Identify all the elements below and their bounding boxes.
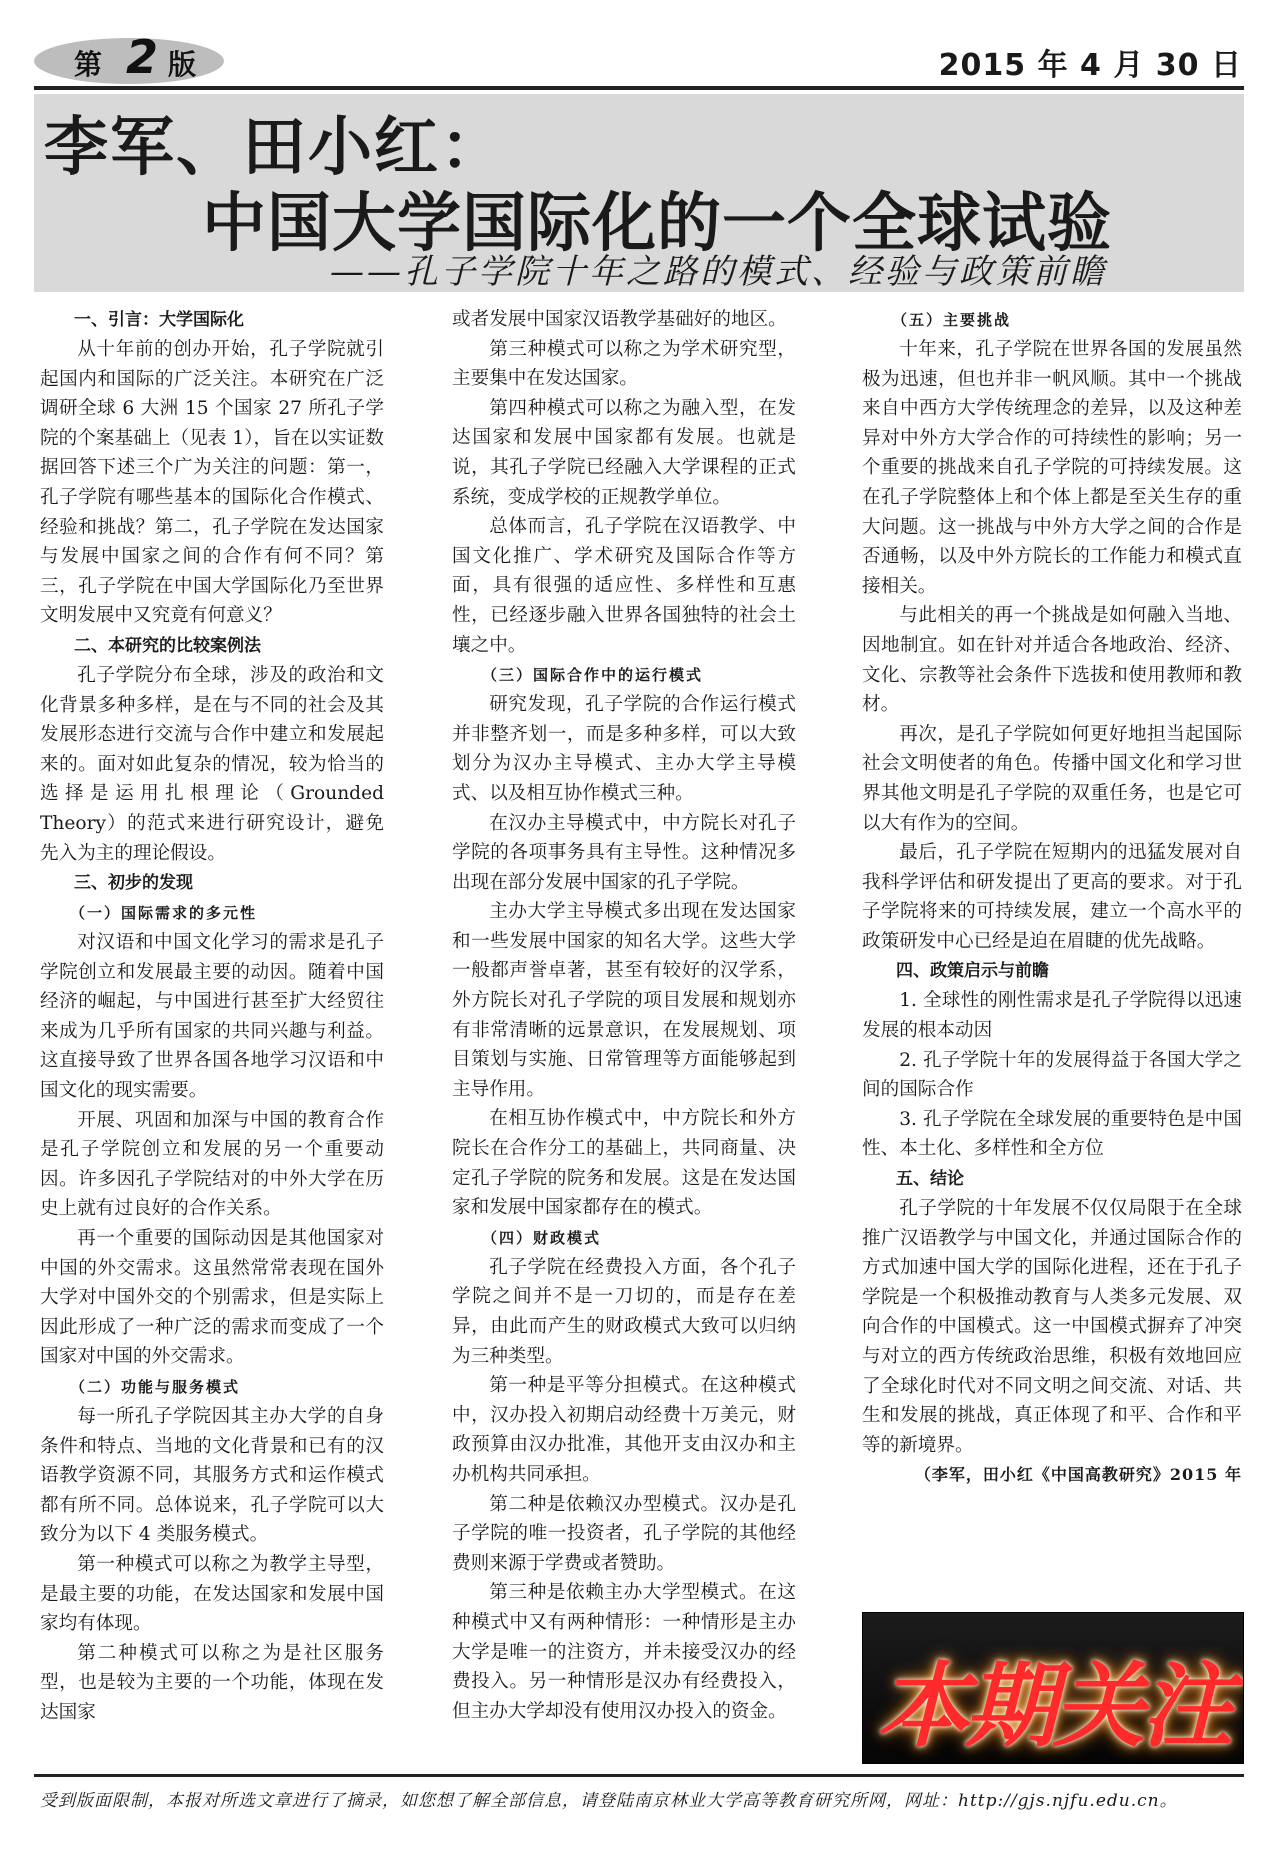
paragraph: 再一个重要的国际动因是其他国家对中国的外交需求。这虽然常常表现在国外大学对中国外交的个别需求，但是实际上因此形成了一种广泛的需求而变成了一个国家对中国的外交需求。 [40, 1228, 384, 1368]
citation: （李军，田小红《中国高教研究》2015 年 [914, 1465, 1242, 1485]
section-heading: 二、本研究的比较案例法 [74, 635, 261, 656]
paragraph: 第二种是依赖汉办型模式。汉办是孔子学院的唯一投资者，孔子学院的其他经费则来源于学费或者赞助。 [452, 1493, 796, 1574]
list-item: 1. 全球性的刚性需求是孔子学院得以迅速发展的根本动因 [862, 990, 1242, 1042]
focus-badge-text: 本期关注 [876, 1653, 1229, 1760]
paragraph: 每一所孔子学院因其主办大学的自身条件和特点、当地的文化背景和已有的汉语教学资源不同，其服务方式和运作模式都有所不同。总体说来，孔子学院可以大致分为以下 4 类服务模式。 [40, 1406, 384, 1546]
paragraph: 第二种模式可以称之为是社区服务型，也是较为主要的一个功能，体现在发达国家 [40, 1642, 384, 1723]
paragraph: 主办大学主导模式多出现在发达国家和一些发展中国家的知名大学。这些大学一般都声誉卓著，甚至有较好的汉学系，外方院长对孔子学院的项目发展和规划亦有非常清晰的远景意识，在发展规划、项目策划与实施、日常管理等方面能够起到主导作用。 [452, 901, 796, 1100]
page-prefix: 第 [74, 48, 103, 81]
list-item: 2. 孔子学院十年的发展得益于各国大学之间的国际合作 [862, 1049, 1242, 1101]
subsection-heading: （二）功能与服务模式 [70, 1378, 241, 1396]
list-item: 3. 孔子学院在全球发展的重要特色是中国性、本土化、多样性和全方位 [862, 1108, 1242, 1160]
paragraph: 第四种模式可以称之为融入型，在发达国家和发展中国家都有发展。也就是说，其孔子学院已经融入大学课程的正式系统，变成学校的正规教学单位。 [452, 397, 796, 508]
paragraph: 对汉语和中国文化学习的需求是孔子学院创立和发展最主要的动因。随着中国经济的崛起，与中国进行甚至扩大经贸往来成为几乎所有国家的共同兴趣与利益。这直接导致了世界各国各地学习汉语和中国文化的现实需要。 [40, 932, 384, 1102]
column-2 [452, 305, 796, 1726]
paragraph: 在汉办主导模式中，中方院长对孔子学院的各项事务具有主导性。这种情况多出现在部分发展中国家的孔子学院。 [452, 812, 796, 893]
issue-date: 2015 年 4 月 30 日 [938, 48, 1242, 83]
paragraph: 最后，孔子学院在短期内的迅猛发展对自我科学评估和研发提出了更高的要求。对于孔子学院将来的可持续发展，建立一个高水平的政策研发中心已经是迫在眉睫的优先战略。 [862, 842, 1242, 952]
title-banner [34, 94, 1244, 292]
page-number-badge [34, 30, 224, 84]
paragraph: 与此相关的再一个挑战是如何融入当地、因地制宜。如在针对并适合各地政治、经济、文化、宗教等社会条件下选拔和使用教师和教材。 [862, 605, 1242, 716]
paragraph: 或者发展中国家汉语教学基础好的地区。 [452, 309, 787, 330]
focus-badge [862, 1612, 1244, 1764]
paragraph: 总体而言，孔子学院在汉语教学、中国文化推广、学术研究及国际合作等方面，具有很强的适应性、多样性和互惠性，已经逐步融入世界各国独特的社会土壤之中。 [452, 516, 796, 656]
paragraph: 孔子学院的十年发展不仅仅局限于在全球推广汉语教学与中国文化，并通过国际合作的方式加速中国大学的国际化进程，还在于孔子学院是一个积极推动教育与人类多元发展、双向合作的中国模式。这一中国模式摒弃了冲突与对立的西方传统政治思维，积极有效地回应了全球化时代对不同文明之间交流、对话、共生和发展的挑战，真正体现了和平、合作和平等的新境界。 [862, 1198, 1242, 1456]
paragraph: 研究发现，孔子学院的合作运行模式并非整齐划一，而是多种多样，可以大致划分为汉办主导模式、主办大学主导模式、以及相互协作模式三种。 [452, 694, 796, 804]
paragraph: 开展、巩固和加深与中国的教育合作是孔子学院创立和发展的另一个重要动因。许多因孔子学院结对的中外大学在历史上就有过良好的合作关系。 [40, 1109, 384, 1220]
paragraph: 孔子学院分布全球，涉及的政治和文化背景多种多样，是在与不同的社会及其发展形态进行交流与合作中建立和发展起来的。面对如此复杂的情况，较为恰当的选择是运用扎根理论（Grounded Theory）的范式来进行研究设计，避免先入为主的理论假设。 [40, 664, 384, 864]
paragraph: 在相互协作模式中，中方院长和外方院长在合作分工的基础上，共同商量、决定孔子学院的院务和发展。这是在发达国家和发展中国家都存在的模式。 [452, 1108, 796, 1219]
footer-note: 受到版面限制，本报对所选文章进行了摘录，如您想了解全部信息，请登陆南京林业大学高等教育研究所网，网址：http://gjs.njfu.edu.cn。 [40, 1791, 1178, 1811]
column-1 [40, 305, 384, 1728]
subtitle: ——孔子学院十年之路的模式、经验与政策前瞻 [330, 252, 1107, 292]
section-heading: 一、引言：大学国际化 [74, 310, 244, 330]
subsection-heading: （五）主要挑战 [892, 311, 1012, 329]
column-3 [862, 305, 1242, 1490]
paragraph: 第一种是平等分担模式。在这种模式中，汉办投入初期启动经费十万美元，财政预算由汉办批准，其他开支由汉办和主办机构共同承担。 [452, 1375, 796, 1485]
top-divider [34, 86, 1244, 90]
section-heading: 四、政策启示与前瞻 [896, 961, 1049, 982]
subsection-heading: （三）国际合作中的运行模式 [482, 666, 704, 685]
main-title: 中国大学国际化的一个全球试验 [202, 187, 1112, 261]
section-heading: 五、结论 [896, 1169, 964, 1190]
subsection-heading: （一）国际需求的多元性 [70, 904, 258, 923]
page-suffix: 版 [168, 48, 197, 81]
paragraph: 再次，是孔子学院如何更好地担当起国际社会文明使者的角色。传播中国文化和学习世界其他文明是孔子学院的双重任务，也是它可以大有作为的空间。 [862, 723, 1242, 834]
paragraph: 孔子学院在经费投入方面，各个孔子学院之间并不是一刀切的，而是存在差异，由此而产生的财政模式大致可以归纳为三种类型。 [452, 1256, 796, 1367]
paragraph: 十年来，孔子学院在世界各国的发展虽然极为迅速，但也并非一帆风顺。其中一个挑战来自中西方大学传统理念的差异，以及这种差异对中外方大学合作的可持续性的影响；另一个重要的挑战来自孔子学院的可持续发展。这在孔子学院整体上和个体上都是至关生存的重大问题。这一挑战与中外方大学之间的合作是否通畅，以及中外方院长的工作能力和模式直接相关。 [862, 339, 1242, 597]
paragraph: 第三种是依赖主办大学型模式。在这种模式中又有两种情形：一种情形是主办大学是唯一的注资方，并未接受汉办的经费投入。另一种情形是汉办有经费投入，但主办大学却没有使用汉办投入的资金。 [452, 1582, 796, 1722]
paragraph: 第三种模式可以称之为学术研究型，主要集中在发达国家。 [452, 338, 796, 390]
section-heading: 三、初步的发现 [74, 873, 193, 894]
paragraph: 第一种模式可以称之为教学主导型，是最主要的功能，在发达国家和发展中国家均有体现。 [40, 1553, 384, 1635]
author-title: 李军、田小红： [44, 110, 506, 185]
bottom-divider [34, 1774, 1244, 1777]
page-number: 2 [126, 30, 159, 84]
subsection-heading: （四）财政模式 [482, 1228, 602, 1247]
paragraph: 从十年前的创办开始，孔子学院就引起国内和国际的广泛关注。本研究在广泛调研全球 6 大洲 15 个国家 27 所孔子学院的个案基础上（见表 1），旨在以实证数据回答下述三个广为关注的问题：第一，孔子学院有哪些基本的国际化合作模式、经验和挑战？第二，孔子学院在发达国家与发展中国家之间的合作有何不同？第三，孔子学院在中国大学国际化乃至世界文明发展中又究竟有何意义？ [40, 339, 384, 627]
